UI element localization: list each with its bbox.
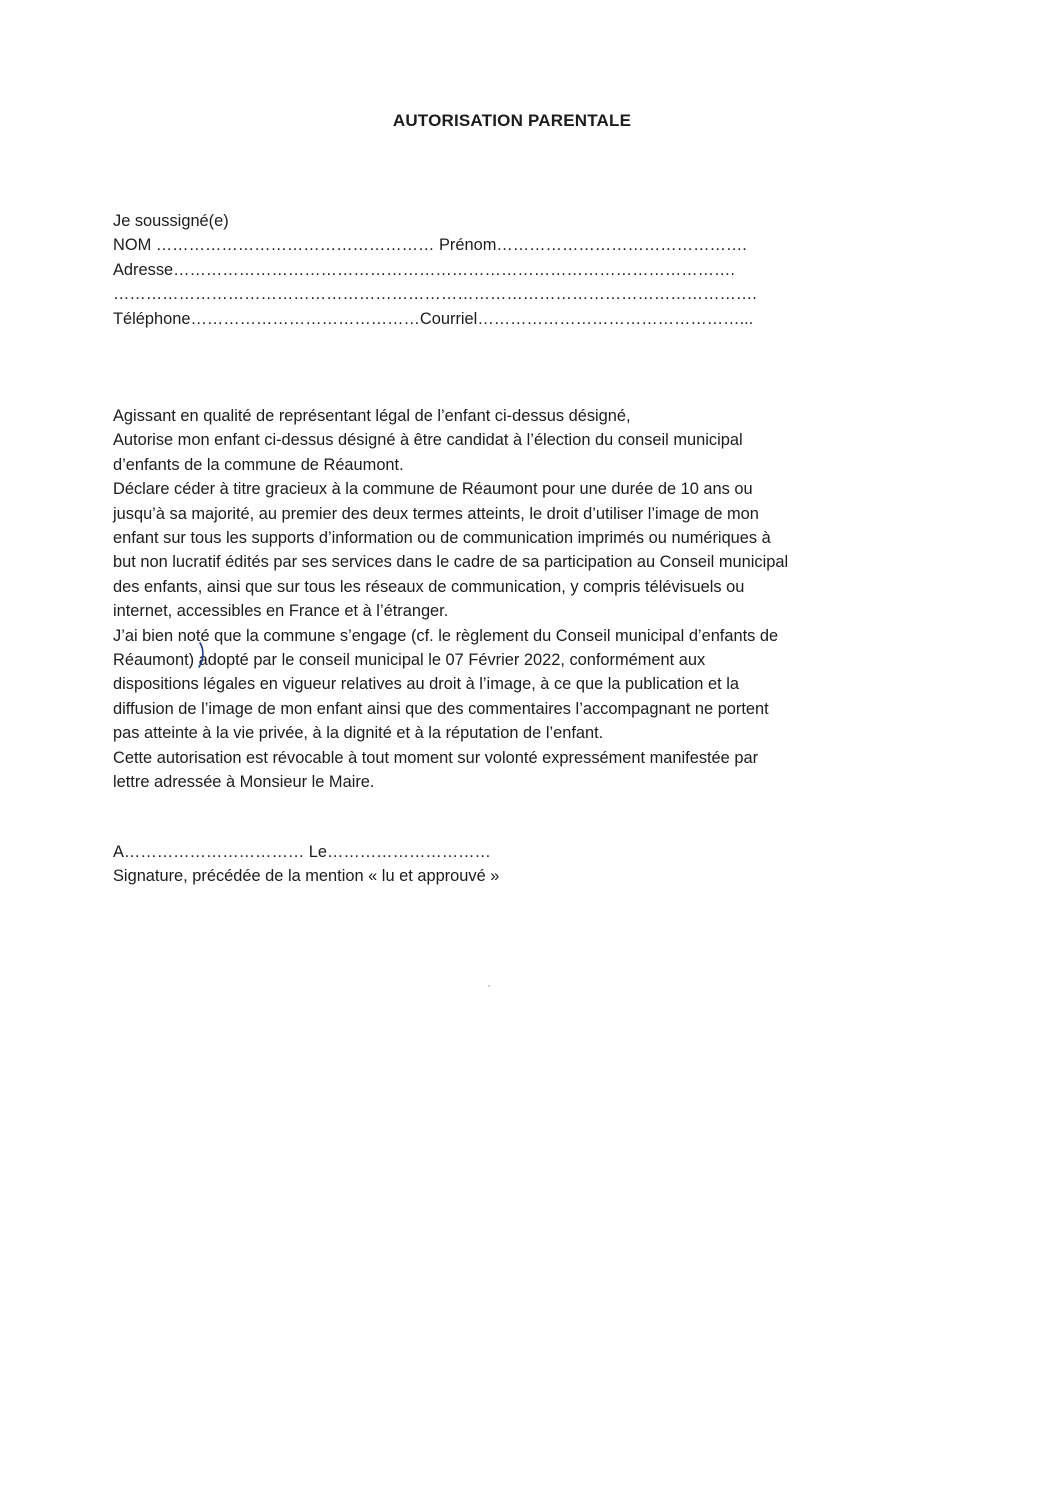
body-line: Cette autorisation est révocable à tout moment sur volonté expressément manifestée par [113, 748, 759, 767]
handwritten-parenthesis-mark [198, 642, 206, 668]
field-line-soussigne: Je soussigné(e) [113, 212, 229, 230]
body-line: Déclare céder à titre gracieux à la commune de Réaumont pour une durée de 10 ans ou [113, 480, 753, 499]
body-line: jusqu’à sa majorité, au premier des deux termes atteints, le droit d’utiliser l’image de mon [113, 504, 759, 523]
body-line: diffusion de l’image de mon enfant ainsi que des commentaires l’accompagnant ne portent [113, 699, 769, 718]
field-line-adresse: Adresse…………………………………………………………………………………………. [113, 260, 735, 279]
body-line: internet, accessibles en France et à l’étranger. [113, 602, 449, 621]
signature-block [113, 840, 913, 889]
body-line: but non lucratif édités par ses services dans le cadre de sa participation au Conseil municipal [113, 553, 789, 572]
body-line: dispositions légales en vigueur relatives au droit à l’image, à ce que la publication et la [113, 675, 739, 694]
identity-fields [113, 209, 913, 331]
place-date-line: A…………………………… Le………………………… [113, 843, 491, 861]
field-line-nom-prenom: NOM …………………………………………… Prénom………………………………………. [113, 236, 747, 255]
signature-mention-line: Signature, précédée de la mention « lu et approuvé » [113, 867, 500, 886]
document-title: AUTORISATION PARENTALE [392, 111, 632, 130]
field-line-adresse-suite: ………………………………………………………………………………………………………. [113, 285, 757, 304]
field-line-telephone-courriel: Téléphone……………………………………Courriel…………………………………………... [113, 309, 754, 328]
body-line: enfant sur tous les supports d’information ou de communication imprimés ou numériques à [113, 529, 771, 548]
body-line: lettre adressée à Monsieur le Maire. [113, 773, 375, 792]
body-line: Autorise mon enfant ci-dessus désigné à être candidat à l’élection du conseil municipal [113, 431, 743, 450]
scan-speck [488, 985, 490, 987]
body-line: J’ai bien noté que la commune s’engage (cf. le règlement du Conseil municipal d’enfants de [113, 626, 779, 645]
body-line: Agissant en qualité de représentant légal de l’enfant ci-dessus désigné, [113, 407, 631, 425]
body-line: Réaumont) adopté par le conseil municipal le 07 Février 2022, conformément aux [113, 651, 706, 670]
body-line: d’enfants de la commune de Réaumont. [113, 455, 404, 474]
authorization-body [113, 404, 923, 795]
body-line: des enfants, ainsi que sur tous les réseaux de communication, y compris télévisuels ou [113, 577, 745, 596]
body-line: pas atteinte à la vie privée, à la dignité et à la réputation de l’enfant. [113, 724, 604, 743]
